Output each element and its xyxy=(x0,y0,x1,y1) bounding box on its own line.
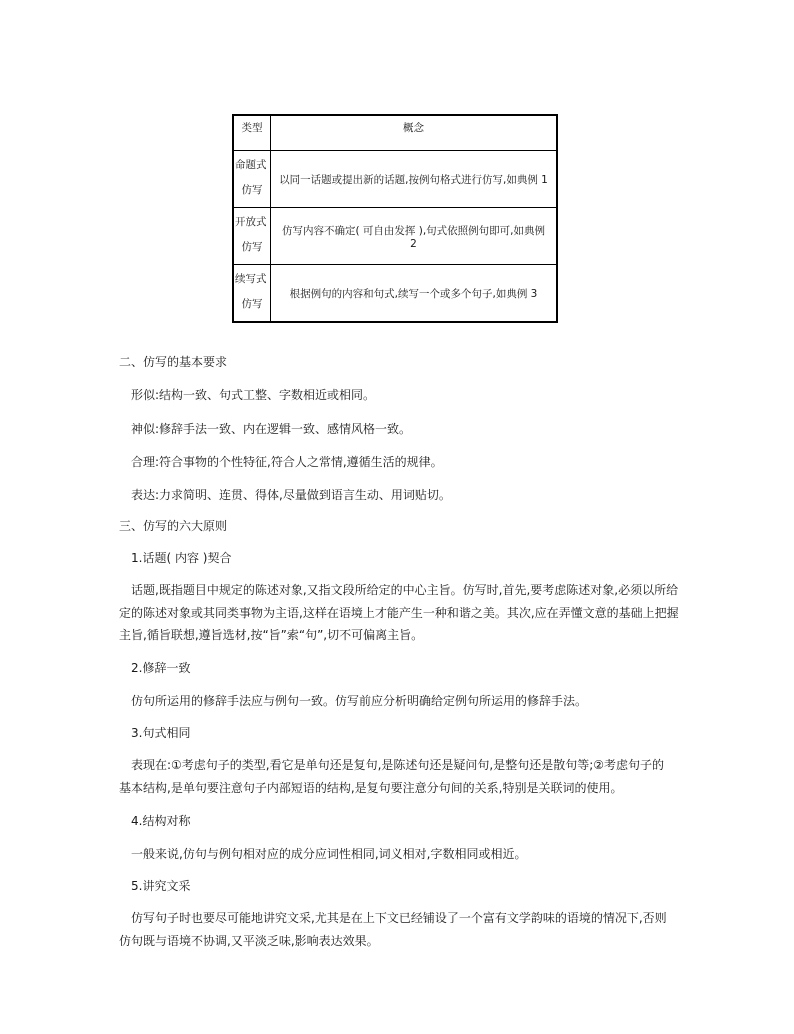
type-cell xyxy=(233,208,271,265)
section3-heading: 三、仿写的六大原则 xyxy=(119,519,228,533)
table-row xyxy=(233,151,557,208)
type-cell xyxy=(233,151,271,208)
type-line2: 仿写 xyxy=(241,298,263,310)
table-header-row xyxy=(233,115,557,151)
header-type: 类型 xyxy=(233,115,271,151)
type-cell xyxy=(233,265,271,323)
principle-title: 4.结构对称 xyxy=(131,814,191,828)
paragraph-line: 表现在:①考虑句子的类型,看它是单句还是复句,是陈述句还是疑问句,是整句还是散句等;②考虑句子的 xyxy=(131,758,665,772)
imitation-types-table xyxy=(232,114,558,323)
paragraph-line: 基本结构,是单句要注意句子内部短语的结构,是复句要注意分句间的关系,特别是关联词的使用。 xyxy=(119,781,623,795)
header-concept: 概念 xyxy=(271,115,558,151)
requirement-item: 表达:力求简明、连贯、得体,尽量做到语言生动、用词贴切。 xyxy=(131,488,451,502)
paragraph-line: 主旨,循旨联想,遵旨选材,按“旨”索“句”,切不可偏离主旨。 xyxy=(119,628,424,642)
paragraph-line: 仿句所运用的修辞手法应与例句一致。仿写前应分析明确给定例句所运用的修辞手法。 xyxy=(131,694,588,708)
principle-title: 2.修辞一致 xyxy=(131,661,191,675)
type-line2: 仿写 xyxy=(241,184,263,196)
principle-title: 3.句式相同 xyxy=(131,726,191,740)
section2-heading: 二、仿写的基本要求 xyxy=(119,355,228,369)
principle-title: 1.话题( 内容 )契合 xyxy=(131,551,232,565)
paragraph-line: 一般来说,仿句与例句相对应的成分应词性相同,词义相对,字数相同或相近。 xyxy=(131,847,527,861)
paragraph-line: 仿句既与语境不协调,又平淡乏味,影响表达效果。 xyxy=(119,934,379,948)
requirement-item: 形似:结构一致、句式工整、字数相近或相同。 xyxy=(131,388,376,402)
type-line2: 仿写 xyxy=(241,241,263,253)
requirement-item: 神似:修辞手法一致、内在逻辑一致、感情风格一致。 xyxy=(131,422,412,436)
type-line1: 命题式 xyxy=(235,159,267,171)
table-row xyxy=(233,208,557,265)
paragraph-line: 仿写句子时也要尽可能地讲究文采,尤其是在上下文已经铺设了一个富有文学韵味的语境的情况下,否则 xyxy=(131,911,667,925)
concept-cell: 根据例句的内容和句式,续写一个或多个句子,如典例 3 xyxy=(271,265,558,323)
concept-cell: 仿写内容不确定( 可自由发挥 ),句式依照例句即可,如典例 2 xyxy=(271,208,558,265)
paragraph-line: 话题,既指题目中规定的陈述对象,又指文段所给定的中心主旨。仿写时,首先,要考虑陈述对象,必须以所给 xyxy=(131,583,679,597)
concept-cell: 以同一话题或提出新的话题,按例句格式进行仿写,如典例 1 xyxy=(271,151,558,208)
paragraph-line: 定的陈述对象或其同类事物为主语,这样在语境上才能产生一种和谐之美。其次,应在弄懂文意的基础上把握 xyxy=(119,606,679,620)
type-line1: 开放式 xyxy=(235,216,267,228)
principle-title: 5.讲究文采 xyxy=(131,879,191,893)
requirement-item: 合理:符合事物的个性特征,符合人之常情,遵循生活的规律。 xyxy=(131,455,443,469)
type-line1: 续写式 xyxy=(235,273,267,285)
table-row xyxy=(233,265,557,323)
